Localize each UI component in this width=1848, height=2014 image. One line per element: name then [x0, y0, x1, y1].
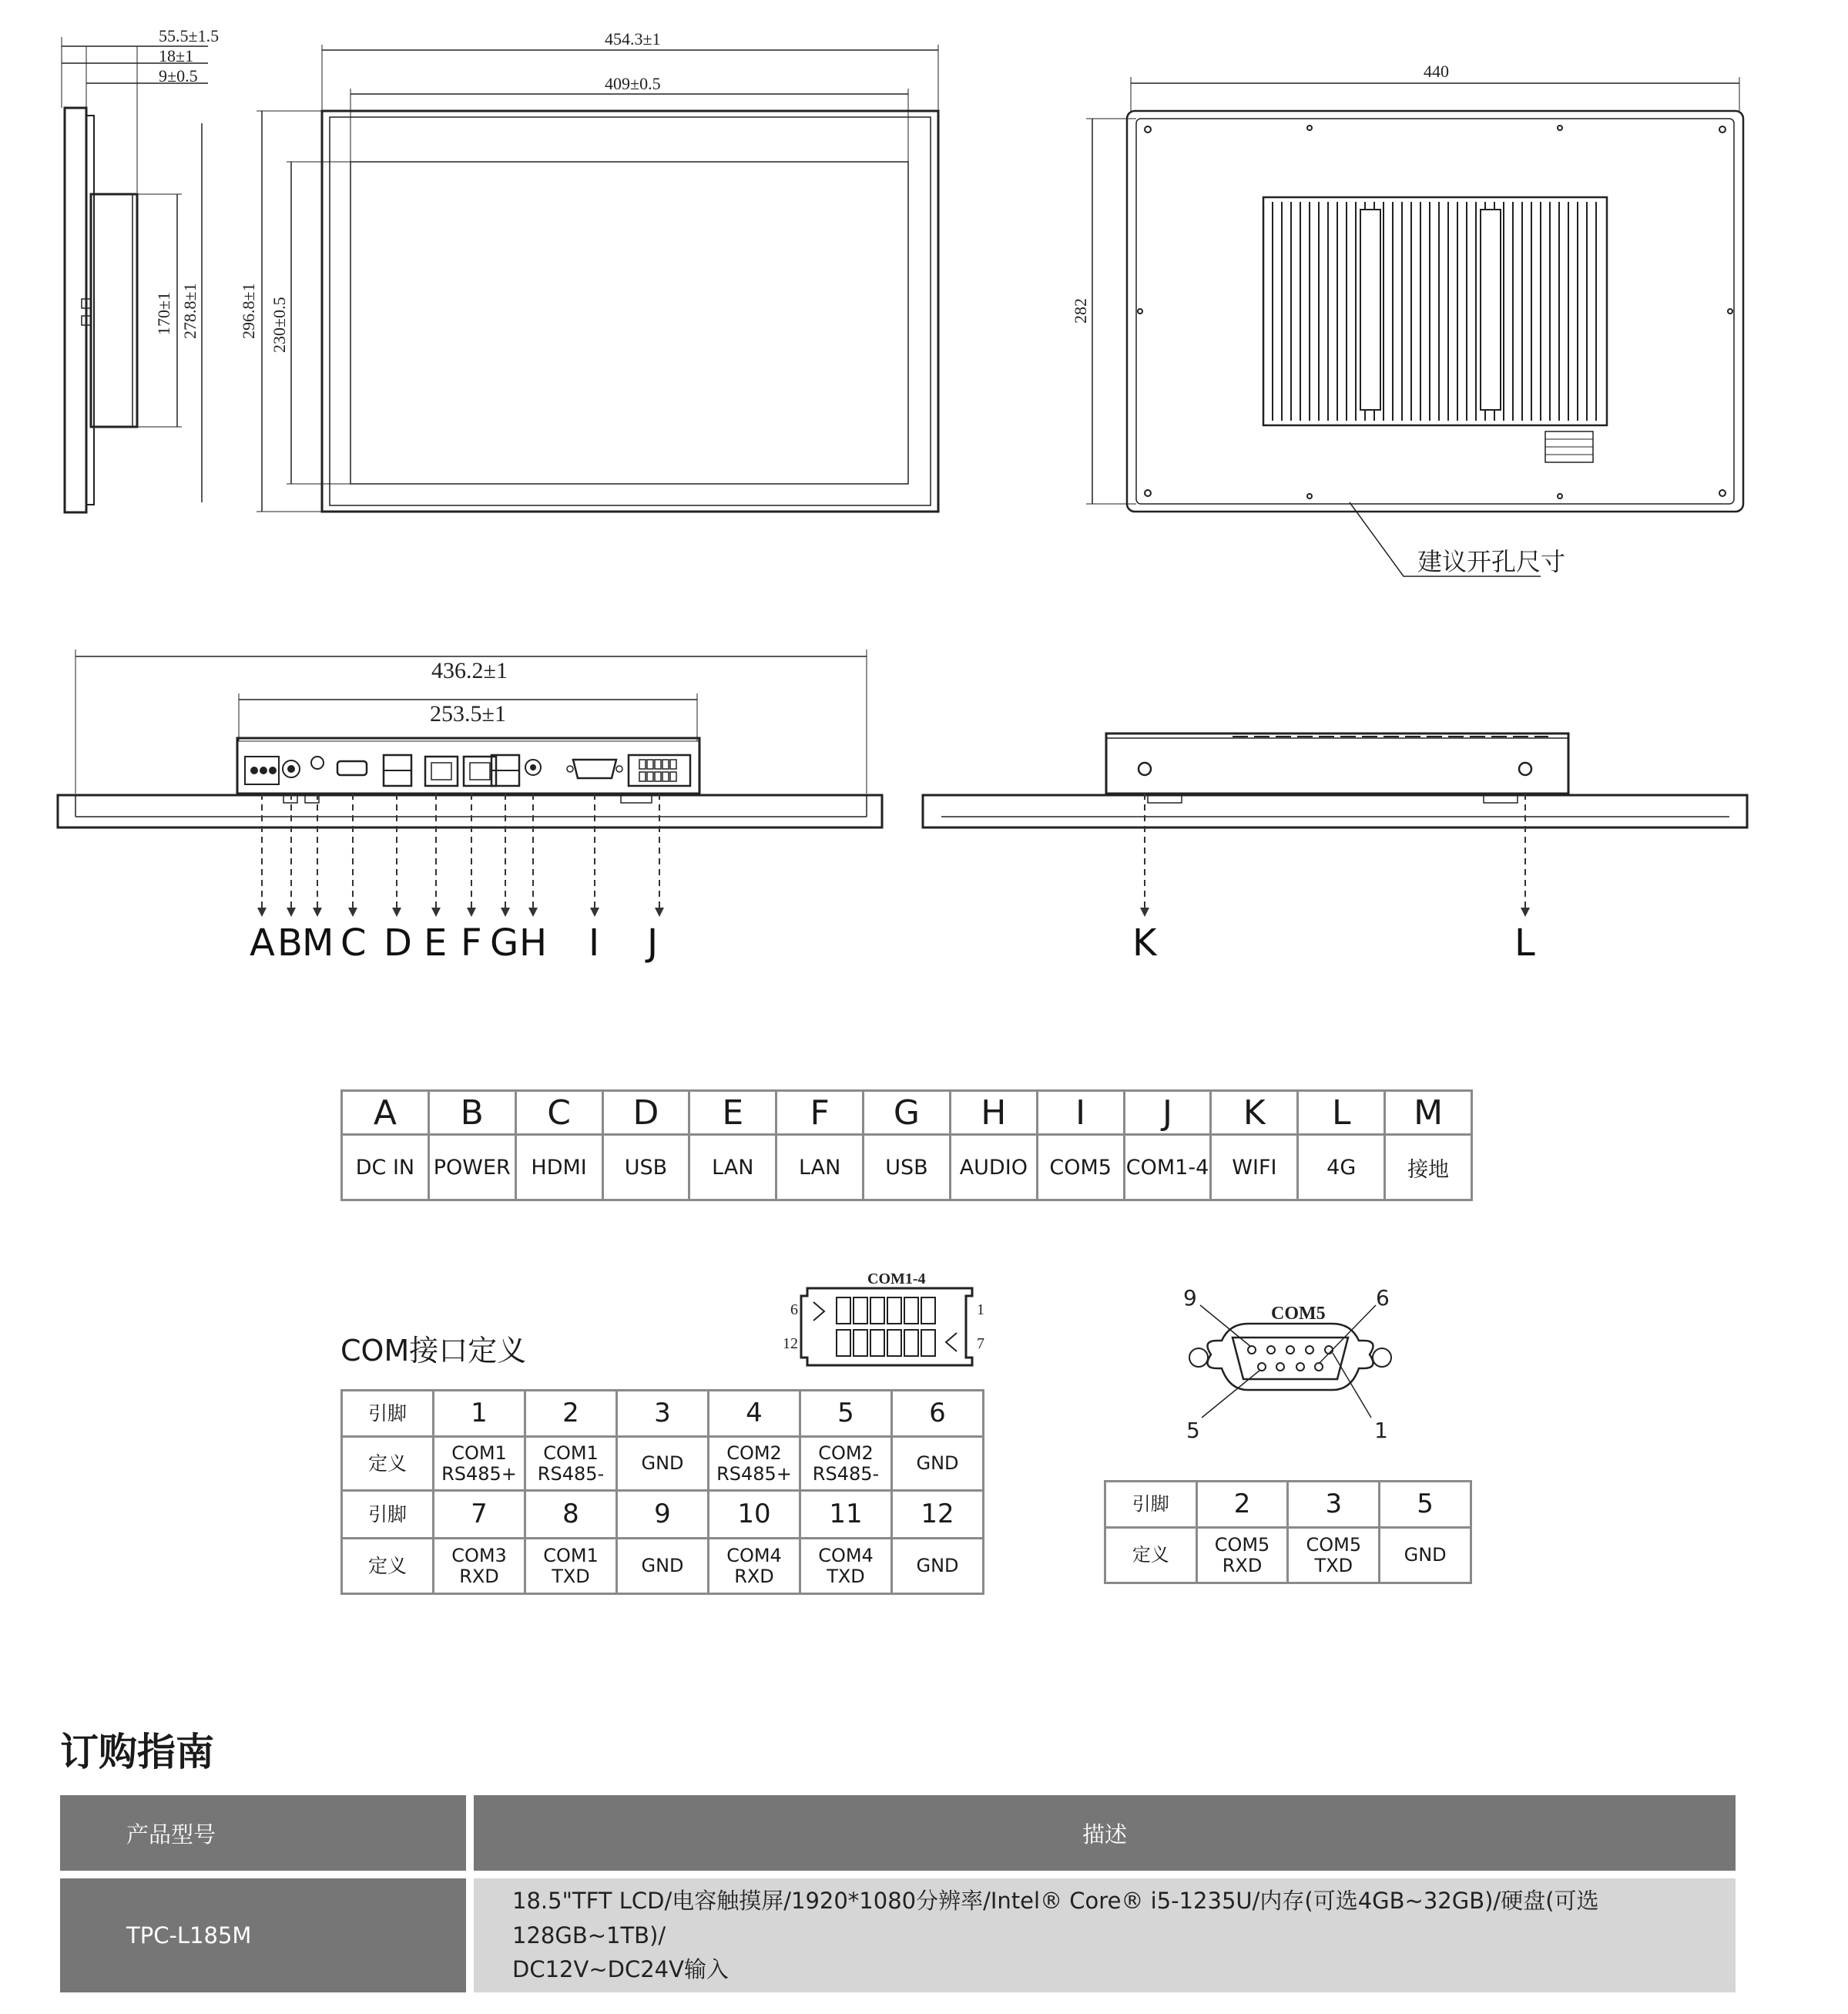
com5-pin-table — [1104, 1480, 1472, 1584]
com-def-cell — [892, 1437, 984, 1491]
port-table-letter: C — [515, 1091, 602, 1135]
com-def-row — [342, 1437, 984, 1491]
com5-def-signal: RXD — [1222, 1554, 1263, 1576]
port-table-letter: M — [1385, 1091, 1472, 1135]
com-def-cell — [800, 1539, 892, 1594]
com-def-signal: RS485- — [537, 1462, 605, 1485]
port-table-letter: A — [342, 1091, 429, 1135]
port-table-name: LAN — [776, 1135, 864, 1200]
order-desc-line1: 18.5"TFT LCD/电容触摸屏/1920*1080分辨率/Intel® Core® i5-1235U/内存(可选4GB~32GB)/硬盘(可选128GB~1TB)/ — [512, 1887, 1599, 1949]
com5-title: COM5 — [1271, 1304, 1326, 1324]
com5-pin-number: 3 — [1288, 1482, 1380, 1528]
order-model: TPC-L185M — [60, 1878, 466, 1992]
port-letter-e: E — [424, 921, 448, 965]
port-letter-b: B — [277, 921, 303, 965]
com5-pin-label: 引脚 — [1105, 1482, 1197, 1528]
com5-pin-number: 5 — [1380, 1482, 1471, 1528]
front-dim-screen-height: 230±0.5 — [270, 297, 289, 353]
order-row — [60, 1878, 1736, 1992]
front-view — [239, 29, 938, 512]
com-pin-number: 2 — [525, 1391, 617, 1437]
port-table-letter: D — [602, 1091, 689, 1135]
com-def-signal: TXD — [827, 1565, 865, 1587]
port-letter-f: F — [461, 921, 482, 965]
com-def-port: COM4 — [818, 1545, 874, 1567]
rear-view — [1071, 62, 1743, 576]
com-pin-label: 引脚 — [342, 1391, 434, 1437]
side-dim-bezel: 18±1 — [159, 46, 194, 65]
top-view — [923, 733, 1747, 965]
com5-def-port: GND — [1404, 1544, 1447, 1566]
order-title: 订购指南 — [60, 1730, 214, 1774]
rear-dim-height: 282 — [1071, 298, 1090, 324]
port-table-letter: K — [1211, 1091, 1298, 1135]
com-def-port: GND — [641, 1452, 684, 1475]
com-pin-table — [340, 1389, 984, 1595]
port-letter-d: D — [384, 921, 412, 965]
com-def-port: COM2 — [726, 1442, 782, 1465]
com-pin-number: 6 — [892, 1391, 984, 1437]
com-pin-number: 8 — [525, 1491, 617, 1539]
com-def-cell — [434, 1539, 525, 1594]
com5-pin-row — [1105, 1482, 1471, 1528]
com-pin-number: 11 — [800, 1491, 892, 1539]
com5-pin-9: 9 — [1183, 1285, 1197, 1311]
cutout-label: 建议开孔尺寸 — [1417, 547, 1566, 576]
port-table — [340, 1089, 1473, 1201]
rear-dim-width: 440 — [1424, 62, 1449, 81]
com5-pin-5: 5 — [1186, 1418, 1200, 1443]
side-dim-depth: 55.5±1.5 — [159, 26, 220, 45]
com-def-port: GND — [641, 1555, 684, 1577]
port-letter-j: J — [647, 921, 659, 965]
com-def-label: 定义 — [342, 1437, 434, 1491]
port-table-letter: H — [950, 1091, 1037, 1135]
port-letter-i: I — [589, 921, 600, 965]
port-table-letter: L — [1298, 1091, 1385, 1135]
port-letter-row — [342, 1091, 1472, 1135]
front-dim-height: 296.8±1 — [239, 283, 258, 339]
com-def-signal: RS485- — [812, 1462, 880, 1485]
bottom-dim-width: 436.2±1 — [431, 658, 508, 683]
port-table-letter: G — [864, 1091, 951, 1135]
com5-pin-1: 1 — [1374, 1418, 1388, 1443]
com-def-port: COM1 — [543, 1442, 599, 1465]
com-def-port: COM2 — [818, 1442, 874, 1465]
port-table-name: LAN — [689, 1135, 776, 1200]
com-section-title: COM接口定义 — [340, 1334, 527, 1368]
side-dim-body-height: 170±1 — [154, 291, 173, 335]
order-table — [52, 1787, 1743, 2000]
com-pin-number: 5 — [800, 1391, 892, 1437]
port-table-letter: B — [428, 1091, 515, 1135]
port-table-name: 接地 — [1385, 1135, 1472, 1200]
port-table-name: DC IN — [342, 1135, 429, 1200]
com-def-label: 定义 — [342, 1539, 434, 1594]
com-def-row — [342, 1539, 984, 1594]
com5-pin-6: 6 — [1376, 1285, 1390, 1311]
port-letter-k: K — [1132, 921, 1157, 965]
com-def-cell — [800, 1437, 892, 1491]
com-pin-number: 12 — [892, 1491, 984, 1539]
port-letter-a: A — [250, 921, 275, 965]
com14-title: COM1-4 — [867, 1270, 926, 1287]
com-def-port: GND — [916, 1555, 959, 1577]
port-letter-g: G — [490, 921, 519, 965]
com-pin-label: 引脚 — [342, 1491, 434, 1539]
com-pin-row — [342, 1491, 984, 1539]
com-pin-number: 10 — [709, 1491, 800, 1539]
port-table-letter: J — [1124, 1091, 1211, 1135]
com-def-cell — [617, 1437, 709, 1491]
com-def-port: COM3 — [451, 1545, 507, 1567]
com-pin-number: 9 — [617, 1491, 709, 1539]
port-table-name: USB — [602, 1135, 689, 1200]
bottom-dim-io-width: 253.5±1 — [430, 701, 506, 727]
com5-def-label: 定义 — [1105, 1528, 1197, 1583]
com5-def-cell — [1288, 1528, 1380, 1583]
com14-connector — [783, 1270, 984, 1365]
port-table-name: USB — [864, 1135, 951, 1200]
com-def-cell — [525, 1539, 617, 1594]
com-def-signal: RS485+ — [716, 1462, 792, 1485]
com-pin-number: 4 — [709, 1391, 800, 1437]
com-def-cell — [892, 1539, 984, 1594]
order-header-model: 产品型号 — [60, 1795, 466, 1871]
order-desc — [474, 1878, 1736, 1992]
com-pin-number: 3 — [617, 1391, 709, 1437]
port-table-name: 4G — [1298, 1135, 1385, 1200]
com5-def-row — [1105, 1528, 1471, 1583]
com-def-signal: RS485+ — [441, 1462, 517, 1485]
order-header-row — [60, 1795, 1736, 1871]
com5-def-signal: TXD — [1314, 1554, 1353, 1576]
port-table-name: COM1-4 — [1124, 1135, 1211, 1200]
com-def-cell — [709, 1539, 800, 1594]
port-table-name: AUDIO — [950, 1135, 1037, 1200]
com-def-cell — [525, 1437, 617, 1491]
port-table-name: WIFI — [1211, 1135, 1298, 1200]
port-letter-m: M — [302, 921, 334, 965]
side-view — [62, 26, 219, 512]
com-def-signal: RXD — [734, 1565, 774, 1587]
com-def-port: COM1 — [451, 1442, 507, 1465]
side-dim-front: 9±0.5 — [159, 66, 198, 86]
com-def-port: COM1 — [543, 1545, 599, 1567]
port-name-row — [342, 1135, 1472, 1200]
com-pin-number: 7 — [434, 1491, 525, 1539]
port-letter-c: C — [340, 921, 367, 965]
com14-pin-1: 1 — [977, 1301, 984, 1318]
side-dim-height: 278.8±1 — [180, 283, 200, 339]
port-letter-l: L — [1514, 921, 1535, 965]
com-def-cell — [709, 1437, 800, 1491]
com-def-cell — [617, 1539, 709, 1594]
com14-pin-12: 12 — [783, 1335, 798, 1352]
port-table-letter: E — [689, 1091, 776, 1135]
com-pin-number: 1 — [434, 1391, 525, 1437]
bottom-view — [58, 650, 882, 965]
front-dim-width: 454.3±1 — [605, 29, 661, 49]
order-header-desc: 描述 — [474, 1795, 1736, 1871]
technical-drawings — [0, 0, 1848, 1002]
com-pin-row — [342, 1391, 984, 1437]
port-letter-h: H — [519, 921, 548, 965]
port-table-letter: F — [776, 1091, 864, 1135]
com5-connector — [1183, 1285, 1391, 1443]
com-def-cell — [434, 1437, 525, 1491]
com-def-signal: RXD — [459, 1565, 499, 1587]
com5-def-cell — [1196, 1528, 1288, 1583]
com5-def-port: COM5 — [1306, 1534, 1362, 1556]
port-table-name: COM5 — [1037, 1135, 1124, 1200]
port-table-name: POWER — [428, 1135, 515, 1200]
port-table-letter: I — [1037, 1091, 1124, 1135]
com5-def-cell — [1380, 1528, 1471, 1583]
com14-pin-6: 6 — [790, 1301, 798, 1318]
com5-pin-number: 2 — [1196, 1482, 1288, 1528]
com-def-port: GND — [916, 1452, 959, 1475]
com14-pin-7: 7 — [977, 1335, 984, 1352]
port-table-name: HDMI — [515, 1135, 602, 1200]
front-dim-screen-width: 409±0.5 — [605, 74, 661, 93]
com-def-signal: TXD — [552, 1565, 590, 1587]
com5-def-port: COM5 — [1214, 1534, 1270, 1556]
order-desc-line2: DC12V~DC24V输入 — [512, 1956, 729, 1983]
com-def-port: COM4 — [726, 1545, 782, 1567]
